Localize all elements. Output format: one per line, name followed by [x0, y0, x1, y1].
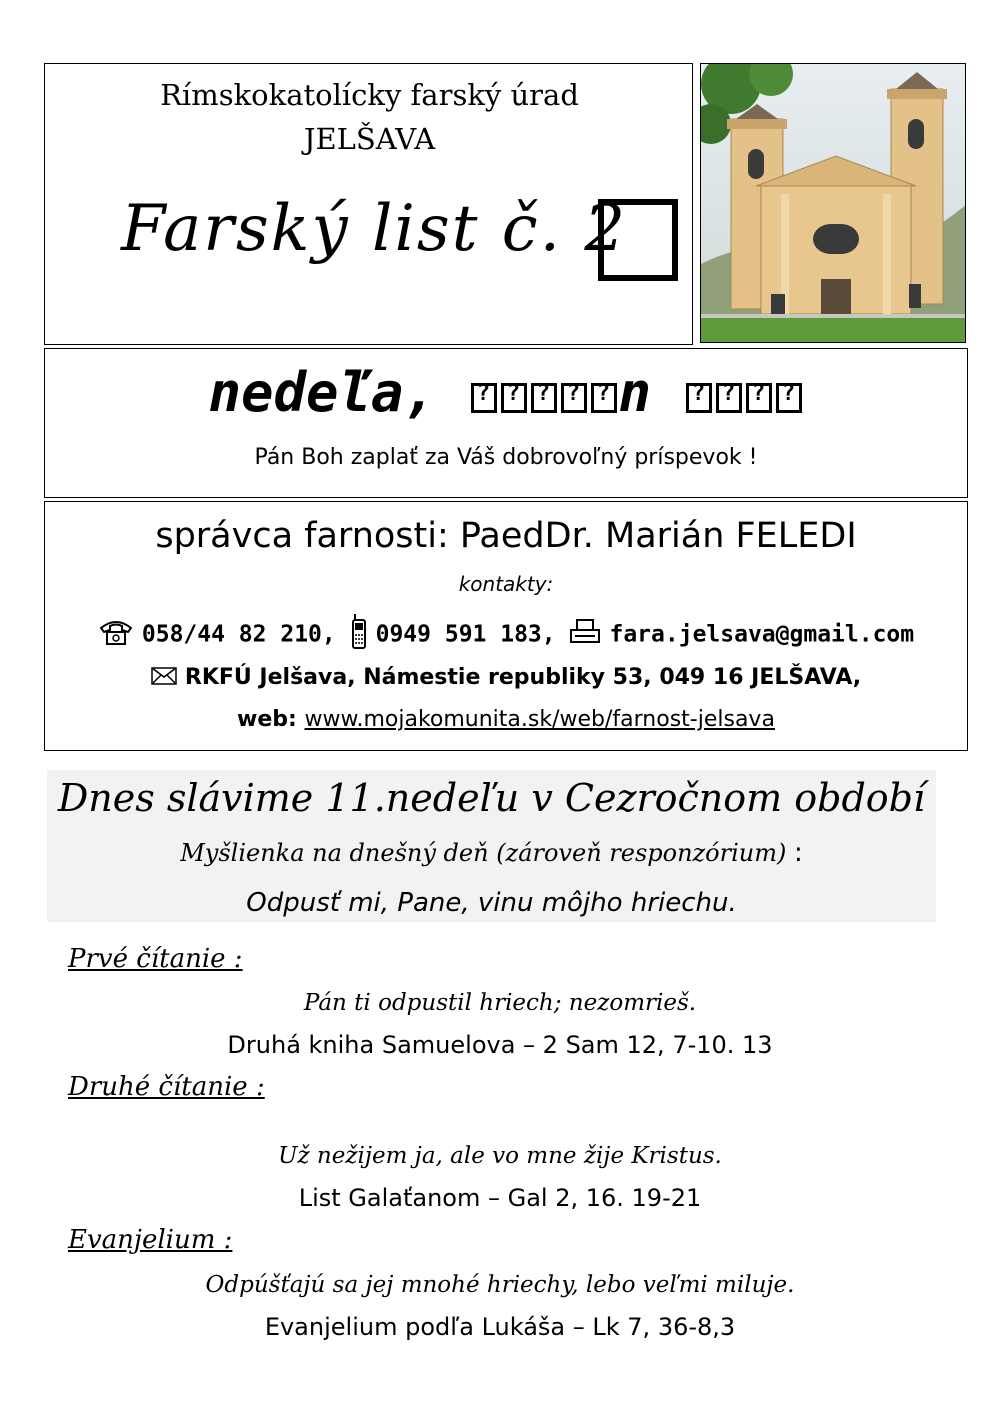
website-link[interactable]: www.mojakomunita.sk/web/farnost-jelsava	[304, 707, 775, 732]
date-box	[44, 348, 968, 498]
missing-glyph	[746, 383, 772, 413]
responsory-text: Odpusť mi, Pane, vinu môjho hriechu.	[246, 888, 737, 918]
sunday-theme-band	[47, 770, 936, 922]
postal-address: RKFÚ Jelšava, Námestie republiky 53, 049 16 JELŠAVA,	[184, 665, 862, 690]
missing-glyph	[501, 383, 527, 413]
gospel-motto: Odpúšťajú sa jej mnohé hriechy, lebo veľmi miluje.	[205, 1272, 795, 1298]
date-prefix: nedeľa,	[208, 361, 437, 424]
contacts-box	[44, 501, 968, 751]
gospel-heading: Evanjelium :	[68, 1225, 233, 1255]
contact-line-phones	[45, 614, 967, 656]
second-reading-reference: List Galaťanom – Gal 2, 16. 19-21	[298, 1184, 702, 1212]
phone-number[interactable]: 058/44 82 210,	[141, 621, 336, 648]
parish-office-name: Rímskokatolícky farský úrad	[160, 78, 579, 112]
sunday-theme-title: Dnes slávime 11.nedeľu v Cezročnom období	[57, 776, 926, 820]
contacts-label: kontakty:	[458, 572, 554, 596]
first-reading-heading: Prvé čítanie :	[68, 944, 243, 974]
bulletin-header	[44, 63, 693, 345]
missing-glyph	[776, 383, 802, 413]
missing-glyph	[686, 383, 712, 413]
thought-colon: :	[794, 838, 803, 868]
contact-line-address	[45, 665, 967, 691]
first-reading-reference: Druhá kniha Samuelova – 2 Sam 12, 7-10. 13	[227, 1031, 773, 1059]
second-reading-heading: Druhé čítanie :	[68, 1072, 265, 1102]
thought-of-day-line	[47, 838, 936, 868]
parish-administrator: správca farnosti: PaedDr. Marián FELEDI	[155, 516, 857, 556]
gospel-reference: Evanjelium podľa Lukáša – Lk 7, 36-8,3	[264, 1313, 736, 1341]
web-label: web:	[237, 707, 297, 732]
mobile-phone-icon	[350, 614, 368, 656]
mobile-number[interactable]: 0949 591 183,	[375, 621, 556, 648]
second-reading-motto: Už nežijem ja, ale vo mne žije Kristus.	[278, 1143, 722, 1169]
church-photo	[700, 63, 966, 343]
church-illustration	[701, 64, 966, 343]
first-reading-motto: Pán ti odpustil hriech; nezomrieš.	[303, 990, 697, 1016]
donation-thanks: Pán Boh zaplať za Váš dobrovoľný príspevok !	[254, 445, 758, 470]
envelope-icon	[151, 666, 177, 691]
missing-glyph	[591, 383, 617, 413]
parish-town: JELŠAVA	[303, 122, 436, 156]
fax-printer-icon	[569, 618, 601, 652]
telephone-icon	[98, 618, 134, 652]
thought-of-day-label: Myšlienka na dnešný deň (zároveň responzórium)	[180, 839, 787, 867]
missing-glyph	[471, 383, 497, 413]
missing-glyph-month	[469, 361, 619, 424]
issue-number-placeholder-box	[598, 199, 678, 281]
sunday-date: nedeľa, ????? n ????	[45, 361, 967, 424]
missing-glyph	[716, 383, 742, 413]
missing-glyph	[561, 383, 587, 413]
bulletin-title: Farský list č. 2	[121, 192, 628, 266]
contact-line-web	[45, 707, 967, 732]
email-address[interactable]: fara.jelsava@gmail.com	[609, 621, 915, 648]
missing-glyph-year	[684, 361, 804, 424]
missing-glyph	[531, 383, 557, 413]
